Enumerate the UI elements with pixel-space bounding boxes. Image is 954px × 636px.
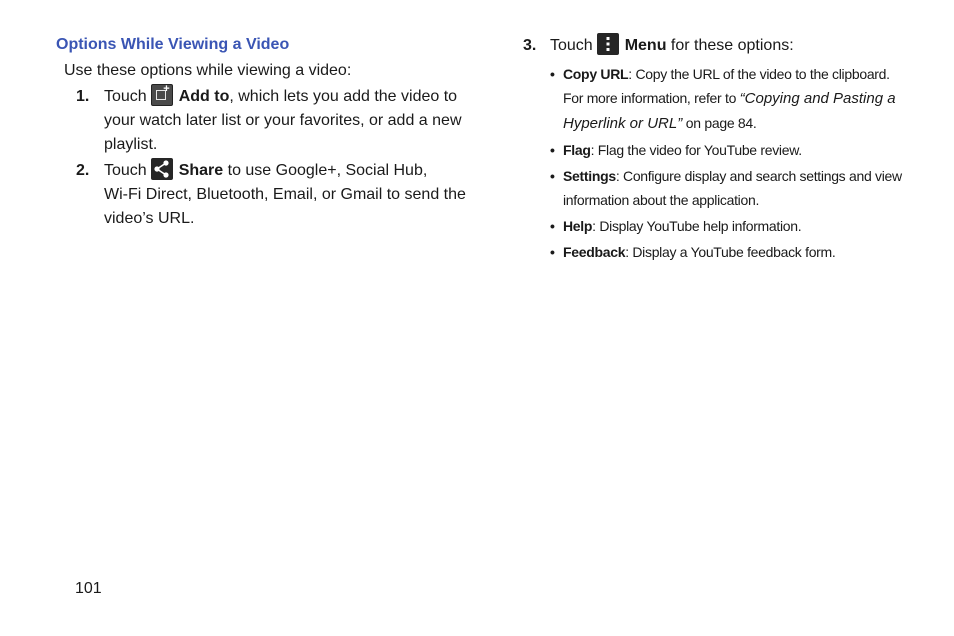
option-term: Copy URL [563,66,629,82]
add-to-label: Add to [178,88,230,105]
menu-label: Menu [624,37,667,54]
step-3 [523,34,903,58]
option-term: Help [563,218,593,234]
option-desc: : Flag the video for YouTube review. [590,142,802,158]
option-desc: : Display a YouTube feedback form. [625,244,836,260]
share-icon [151,158,173,180]
list-item [550,240,903,264]
step-number: 1. [76,88,90,105]
menu-options-list [550,62,903,264]
bullet: • [550,142,555,158]
right-column [523,34,903,266]
step-prefix: Touch [550,37,593,54]
page-number: 101 [75,580,102,597]
step-2 [56,159,476,231]
list-item [550,62,903,136]
step-text: , which lets you add the video to your watch later list or your favorites, or add a new playlist. [104,88,462,153]
step-text: for these options: [666,37,794,54]
list-item [550,138,903,162]
add-to-playlist-icon [151,84,173,106]
option-desc: : Copy the URL of the video to the clipboard. For more information, refer to [563,66,890,106]
bullet: • [550,66,555,82]
option-desc: : Display YouTube help information. [592,218,802,234]
step-prefix: Touch [104,162,147,179]
cross-reference-link[interactable]: “Copying and Pasting a Hyperlink or URL” [563,90,896,132]
step-number: 2. [76,162,90,179]
step-1 [56,85,476,157]
bullet: • [550,168,555,184]
option-term: Flag [563,142,591,158]
step-prefix: Touch [104,88,147,105]
intro-text: Use these options while viewing a video: [64,62,352,79]
option-after: on page 84. [682,115,757,131]
bullet: • [550,218,555,234]
section-heading: Options While Viewing a Video [56,36,290,53]
step-text-line1: to use Google+, Social Hub, [223,162,428,179]
list-item [550,214,903,238]
bullet: • [550,244,555,260]
list-item [550,164,903,212]
option-term: Settings [563,168,616,184]
option-desc: : Configure display and search settings and view information about the application. [563,168,902,208]
option-term: Feedback [563,244,626,260]
share-label: Share [178,162,224,179]
menu-icon [597,33,619,55]
step-text-line2: Wi-Fi Direct, Bluetooth, Email, or Gmail to send the video’s URL. [104,186,466,227]
left-column [56,34,476,231]
step-number: 3. [523,37,537,54]
